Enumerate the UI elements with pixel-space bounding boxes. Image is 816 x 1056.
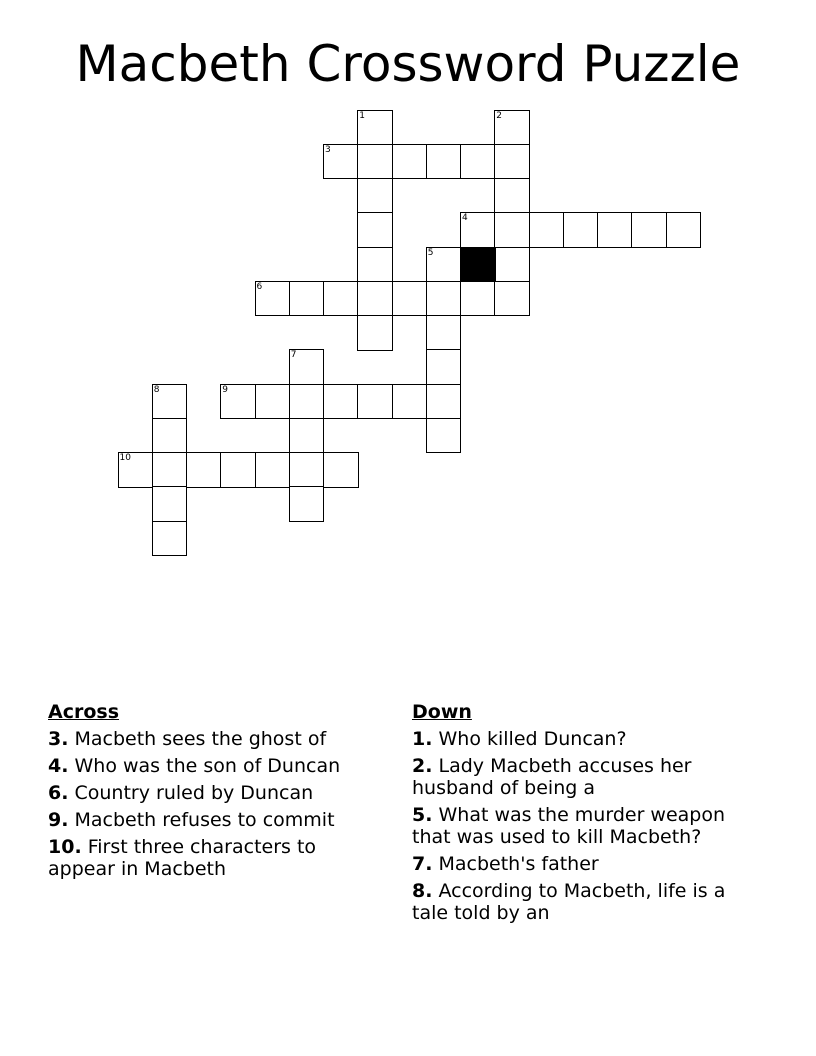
clue-number: 6. bbox=[48, 782, 69, 804]
clue-down-5 bbox=[412, 804, 757, 848]
crossword-cell[interactable] bbox=[631, 212, 667, 248]
crossword-cell[interactable] bbox=[323, 144, 359, 180]
crossword-cell[interactable] bbox=[255, 384, 291, 420]
clue-number: 2. bbox=[412, 755, 433, 777]
crossword-cell[interactable] bbox=[152, 452, 188, 488]
clue-number: 4. bbox=[48, 755, 69, 777]
crossword-cell[interactable] bbox=[426, 281, 462, 317]
cell-number: 4 bbox=[462, 213, 468, 224]
clue-number: 3. bbox=[48, 728, 69, 750]
crossword-cell[interactable] bbox=[494, 247, 530, 283]
clue-across-10 bbox=[48, 836, 378, 880]
crossword-cell[interactable] bbox=[152, 486, 188, 522]
crossword-cell[interactable] bbox=[152, 521, 188, 557]
crossword-cell[interactable] bbox=[494, 212, 530, 248]
crossword-cell[interactable] bbox=[255, 281, 291, 317]
clue-number: 8. bbox=[412, 880, 433, 902]
clue-text: Who killed Duncan? bbox=[438, 728, 627, 750]
crossword-cell[interactable] bbox=[289, 384, 325, 420]
clue-number: 9. bbox=[48, 809, 69, 831]
down-heading: Down bbox=[412, 701, 472, 723]
cell-number: 1 bbox=[359, 110, 365, 121]
crossword-cell[interactable] bbox=[323, 384, 359, 420]
crossword-cell[interactable] bbox=[152, 418, 188, 454]
clue-across-6 bbox=[48, 782, 378, 804]
clue-text: Country ruled by Duncan bbox=[74, 782, 314, 804]
clue-text: What was the murder weapon that was used to kill Macbeth? bbox=[412, 804, 726, 848]
cell-number: 9 bbox=[222, 384, 228, 395]
crossword-cell[interactable] bbox=[289, 452, 325, 488]
clue-number: 5. bbox=[412, 804, 433, 826]
crossword-cell[interactable] bbox=[494, 110, 530, 146]
clue-text: Macbeth refuses to commit bbox=[74, 809, 335, 831]
crossword-cell[interactable] bbox=[289, 349, 325, 385]
across-heading: Across bbox=[48, 701, 120, 723]
crossword-cell[interactable] bbox=[426, 349, 462, 385]
crossword-cell[interactable] bbox=[220, 452, 256, 488]
clue-text: According to Macbeth, life is a tale told by an bbox=[412, 880, 726, 924]
crossword-cell[interactable] bbox=[220, 384, 256, 420]
crossword-cell[interactable] bbox=[255, 452, 291, 488]
clue-number: 7. bbox=[412, 853, 433, 875]
crossword-cell[interactable] bbox=[357, 178, 393, 214]
crossword-cell[interactable] bbox=[357, 315, 393, 351]
crossword-cell[interactable] bbox=[357, 144, 393, 180]
crossword-black-cell bbox=[460, 247, 496, 283]
crossword-cell[interactable] bbox=[186, 452, 222, 488]
crossword-cell[interactable] bbox=[460, 281, 496, 317]
clue-down-7 bbox=[412, 853, 757, 875]
crossword-cell[interactable] bbox=[426, 384, 462, 420]
crossword-cell[interactable] bbox=[323, 452, 359, 488]
clue-down-1 bbox=[412, 728, 757, 750]
clue-text: Macbeth sees the ghost of bbox=[74, 728, 327, 750]
crossword-cell[interactable] bbox=[529, 212, 565, 248]
clue-down-8 bbox=[412, 880, 757, 924]
crossword-cell[interactable] bbox=[323, 281, 359, 317]
clue-across-3 bbox=[48, 728, 378, 750]
crossword-cell[interactable] bbox=[426, 247, 462, 283]
crossword-cell[interactable] bbox=[118, 452, 154, 488]
crossword-cell[interactable] bbox=[426, 144, 462, 180]
across-clues bbox=[48, 700, 378, 885]
clue-down-2 bbox=[412, 755, 757, 799]
clue-number: 10. bbox=[48, 836, 82, 858]
crossword-cell[interactable] bbox=[494, 178, 530, 214]
down-clues bbox=[412, 700, 757, 929]
crossword-cell[interactable] bbox=[152, 384, 188, 420]
crossword-cell[interactable] bbox=[460, 212, 496, 248]
clue-text: Who was the son of Duncan bbox=[74, 755, 341, 777]
crossword-cell[interactable] bbox=[289, 281, 325, 317]
page-title: Macbeth Crossword Puzzle bbox=[75, 35, 741, 93]
crossword-cell[interactable] bbox=[392, 384, 428, 420]
clue-across-4 bbox=[48, 755, 378, 777]
cell-number: 3 bbox=[325, 144, 331, 155]
cell-number: 10 bbox=[119, 453, 131, 463]
cell-number: 8 bbox=[153, 384, 160, 395]
clue-number: 1. bbox=[412, 728, 433, 750]
crossword-cell[interactable] bbox=[426, 315, 462, 351]
crossword-cell[interactable] bbox=[597, 212, 633, 248]
crossword-cell[interactable] bbox=[289, 418, 325, 454]
crossword-cell[interactable] bbox=[392, 281, 428, 317]
crossword-cell[interactable] bbox=[666, 212, 702, 248]
clue-text: First three characters to appear in Macbeth bbox=[48, 836, 317, 880]
clue-text: Lady Macbeth accuses her husband of being a bbox=[412, 755, 692, 799]
cell-number: 7 bbox=[290, 350, 297, 361]
crossword-cell[interactable] bbox=[392, 144, 428, 180]
crossword-cell[interactable] bbox=[289, 486, 325, 522]
cell-number: 2 bbox=[496, 110, 502, 121]
crossword-cell[interactable] bbox=[357, 384, 393, 420]
clue-text: Macbeth's father bbox=[438, 853, 599, 875]
crossword-cell[interactable] bbox=[357, 281, 393, 317]
crossword-cell[interactable] bbox=[494, 281, 530, 317]
crossword-cell[interactable] bbox=[357, 212, 393, 248]
cell-number: 6 bbox=[256, 281, 263, 292]
crossword-cell[interactable] bbox=[357, 110, 393, 146]
clue-across-9 bbox=[48, 809, 378, 831]
crossword-cell[interactable] bbox=[357, 247, 393, 283]
cell-number: 5 bbox=[427, 247, 434, 258]
crossword-cell[interactable] bbox=[426, 418, 462, 454]
crossword-cell[interactable] bbox=[460, 144, 496, 180]
crossword-cell[interactable] bbox=[494, 144, 530, 180]
crossword-cell[interactable] bbox=[563, 212, 599, 248]
